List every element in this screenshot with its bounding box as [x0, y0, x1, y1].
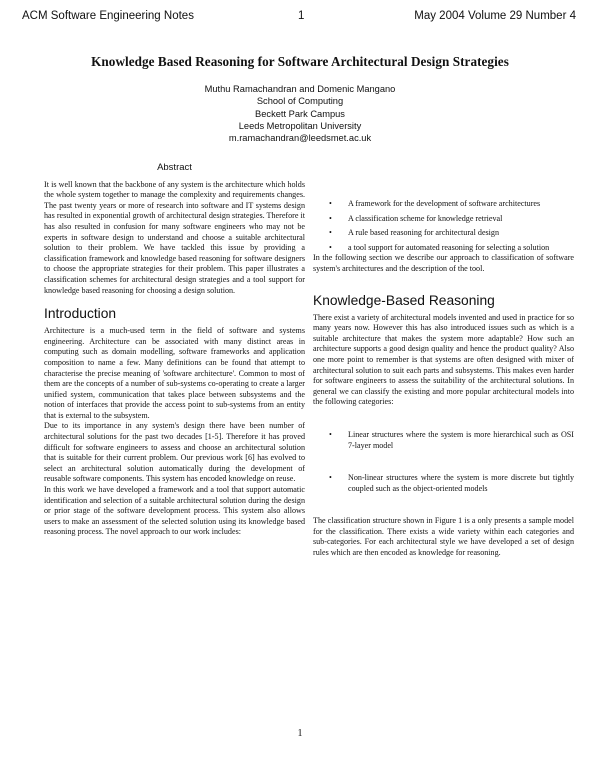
introduction-paragraph-1: Architecture is a much-used term in the field of software and systems engineering. Architecture can be associated with many distinct areas in computing such as domain modelling, software frameworks and application composition to name a few. Many definitions can be found that attempt to characterise the precise meaning of 'software architecture'. Common to most of them are the concepts of a number of sub-systems co-operating to create a larger unified system, communication that takes place between subsystems and the notion of interfaces that provide the access point to sub-systems from an entity that is external to the subsystem. [44, 326, 305, 420]
introduction-paragraph-4: In the following section we describe our approach to classification of software system's architectures and the description of the tool. [313, 253, 574, 273]
page-number: 1 [297, 728, 303, 739]
abstract-text: It is well known that the backbone of any system is the architecture which holds the whole system together to manage the complexity and requirements changes. The past twenty years or more of research into software and IT systems design has resulted in exponential growth of architectural design strategies. Therefore it has also resulted in confusion for many software engineers who may not be experts in software design to understand and choose a suitable architectural solution to their problem. We have tackled this issue by providing a classification framework and knowledge based reasoning for software designers to choose the appropriate strategies for their problem. This paper illustrates a classification schemes for architectural design strategies and a tool support for knowledge based reasoning for choosing a design solution. [44, 179, 305, 295]
list-item: • a tool support for automated reasoning for selecting a solution [313, 243, 574, 254]
list-item: • A classification scheme for knowledge retrieval [313, 214, 574, 225]
abstract-heading: Abstract [157, 162, 192, 173]
author-school: School of Computing [256, 96, 344, 107]
kbr-paragraph-1: There exist a variety of architectural models invented and used in practice for so many years now. However this has also introduced issues such as which is a suitable architecture that makes the system more adaptable? How such an architecture supports a good design quality and hence the product quality? Also one more point to remember is that systems are often designed with mixer of architectural solution to suit each parts and subsystems. This makes even harder for software engineers to assess the suitability of the architectural solutions. In general we can classify the existing and more popular architectural models into the following categories: [313, 312, 574, 407]
list-item: • A rule based reasoning for architectural design [313, 228, 574, 239]
author-email: m.ramachandran@leedsmet.ac.uk [228, 133, 372, 144]
right-column [313, 163, 574, 559]
running-header [22, 10, 576, 26]
author-campus: Beckett Park Campus [255, 108, 345, 119]
contribution-list [313, 199, 574, 253]
issue-info: May 2004 Volume 29 Number 4 [414, 10, 576, 22]
journal-name: ACM Software Engineering Notes [22, 10, 194, 22]
author-names: Muthu Ramachandran and Domenic Mangano [204, 84, 396, 94]
author-university: Leeds Metropolitan University [238, 120, 362, 131]
introduction-heading: Introduction [44, 306, 117, 322]
list-item: • Non-linear structures where the system is more discrete but tightly coupled such as the object-oriented models [313, 473, 574, 494]
kbr-paragraph-2: The classification structure shown in Figure 1 is a only presents a sample model for the classification. There exists a wide variety within each categories and sub-categories. For each architectural style we have developed a set of design rules which are then encoded as knowledge for reasoning. [313, 516, 574, 558]
architecture-categories-list [313, 430, 574, 494]
introduction-paragraph-2: Due to its importance in any system's design there have been number of architectural solutions for the past two decades [1-5]. Therefore it has proved difficult for software engineers to assess and choose an architectural solution that is suitable for their current problem. Our previous work [6] has evolved to select an architectural solution automatically during the development of reusable software components. This system has encoded knowledge on reuse. [44, 421, 305, 484]
list-item: • Linear structures where the system is more hierarchical such as OSI 7-layer model [313, 430, 574, 451]
author-block [0, 83, 600, 144]
introduction-paragraph-3: In this work we have developed a framework and a tool that support automatic identification and selection of a suitable architectural solution during the design or prior stage of the software development process. This system also allows users to make an assessment of the selected solution using its knowledge based reasoning process. The novel approach to our work includes: [44, 485, 305, 537]
left-column [44, 163, 305, 538]
header-page-number: 1 [298, 10, 305, 22]
list-item: • A framework for the development of software architectures [313, 199, 574, 210]
knowledge-based-reasoning-heading: Knowledge-Based Reasoning [313, 292, 495, 308]
paper-title: Knowledge Based Reasoning for Software Architectural Design Strategies [91, 54, 509, 69]
